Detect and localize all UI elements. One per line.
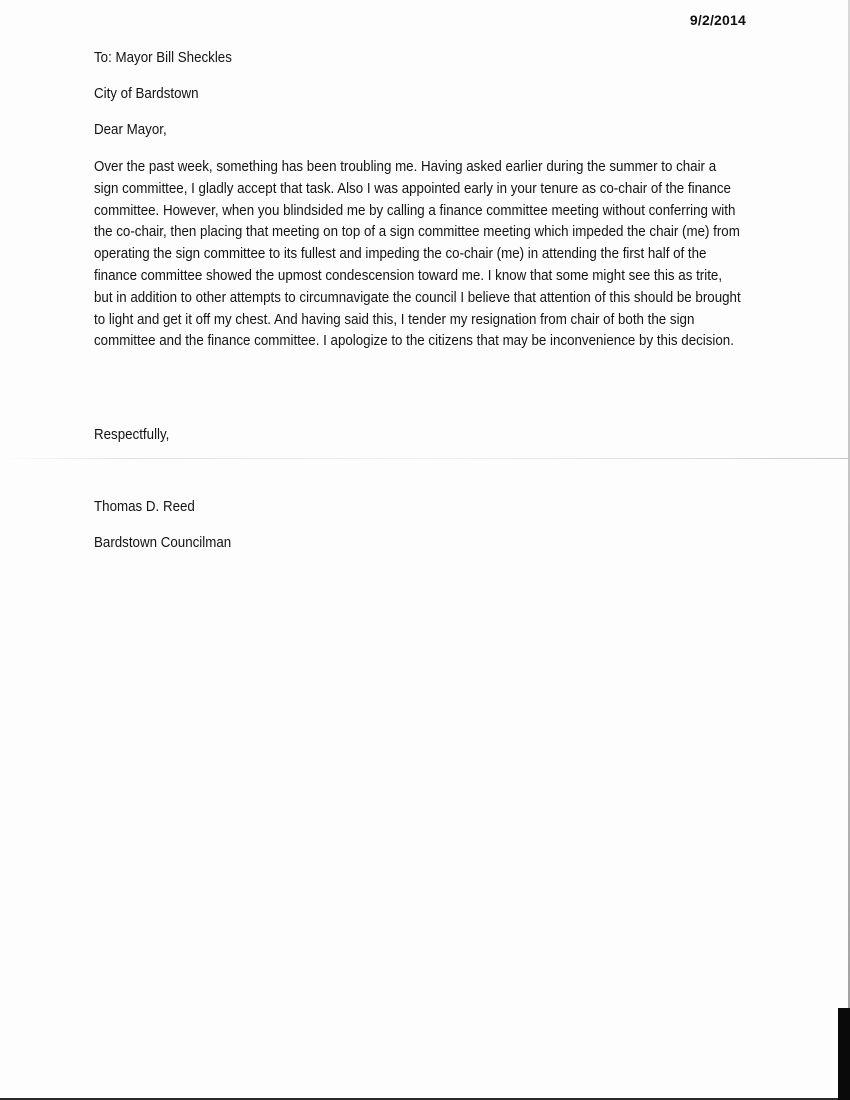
scan-shadow-mark [838, 1008, 850, 1100]
letter-date: 9/2/2014 [689, 12, 746, 28]
signer-title: Bardstown Councilman [94, 535, 232, 551]
recipient-organization: City of Bardstown [94, 86, 199, 102]
closing: Respectfully, [94, 427, 170, 443]
signer-name: Thomas D. Reed [94, 499, 195, 515]
recipient-line: To: Mayor Bill Sheckles [94, 50, 232, 66]
salutation: Dear Mayor, [94, 122, 167, 138]
paper-fold-line [0, 458, 850, 459]
letter-body: Over the past week, something has been troubling me. Having asked earlier during the summer to chair a sign committee, I gladly accept that task. Also I was appointed early in your tenure as co-chair of the finance committee. However, when you blindsided me by calling a finance committee meeting without conferring with the co-chair, then placing that meeting on top of a sign committee meeting which impeded the chair (me) from operating the sign committee to its fullest and impeding the co-chair (me) in attending the first half of the finance committee showed the upmost condescension toward me. I know that some might see this as trite, but in addition to other attempts to circumnavigate the council I believe that attention of this should be brought to light and get it off my chest. And having said this, I tender my resignation from chair of both the sign committee and the finance committee. I apologize to the citizens that may be inconvenience by this decision. [94, 159, 741, 350]
